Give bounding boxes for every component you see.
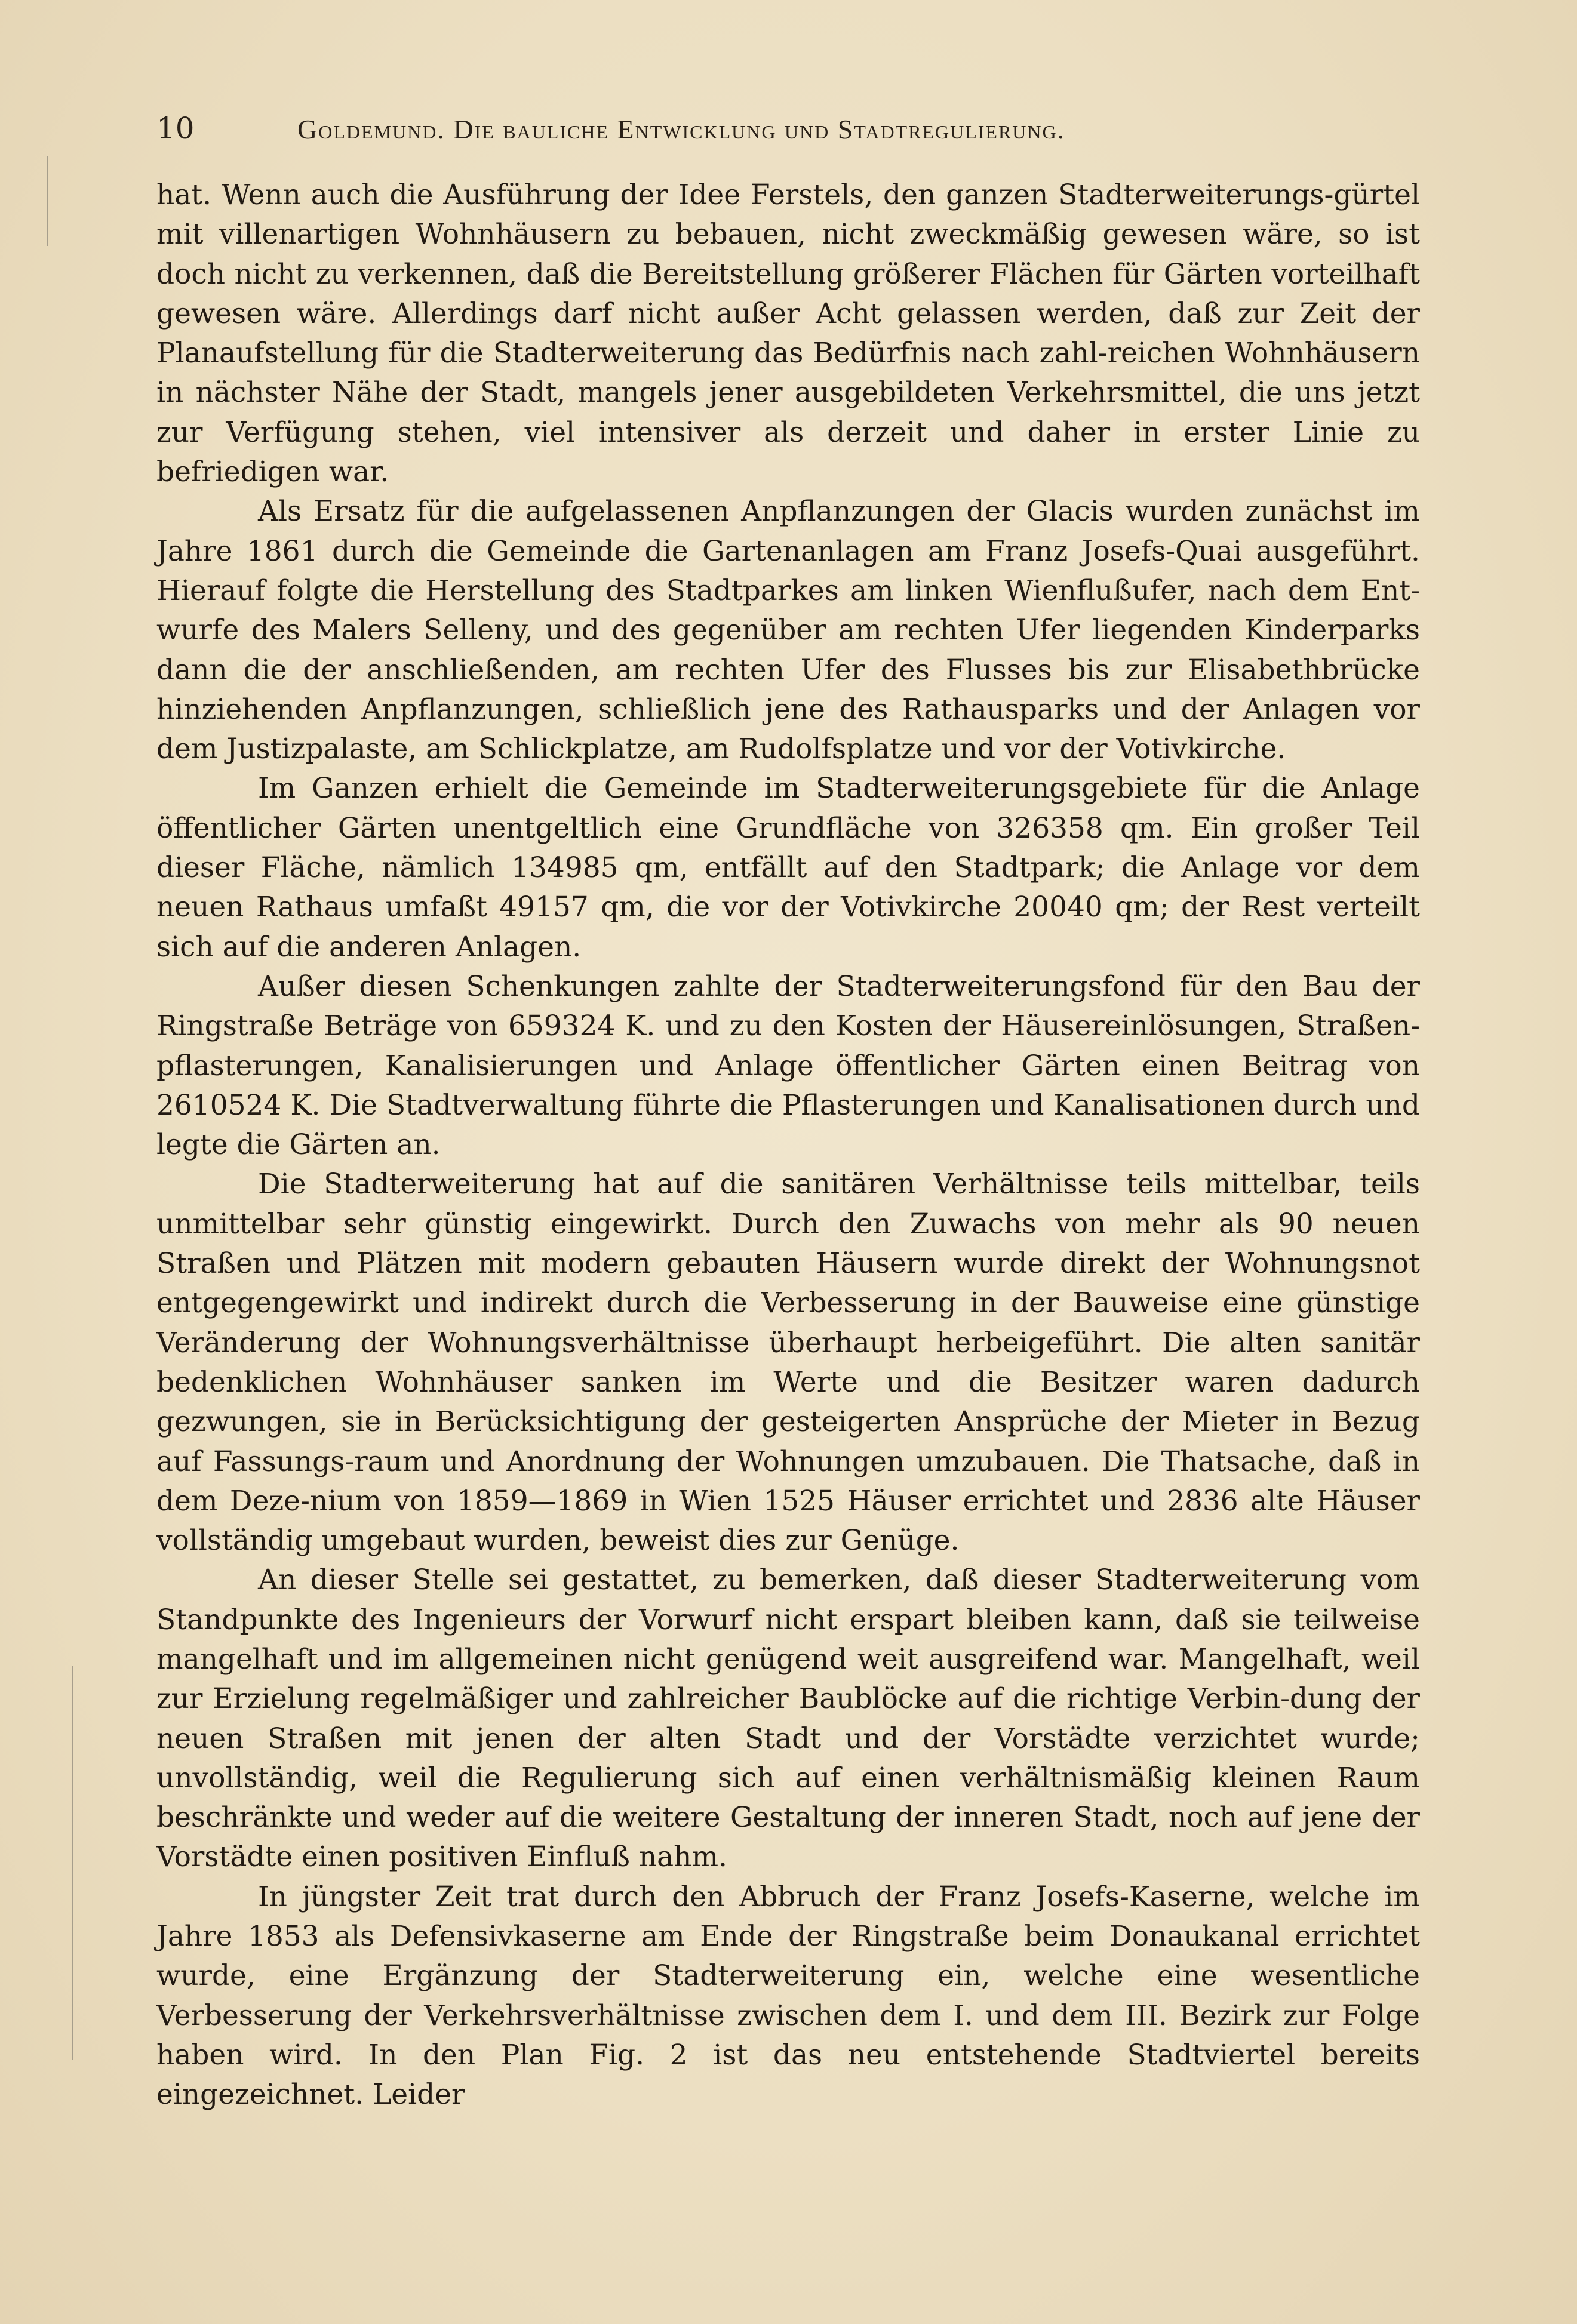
margin-pencil-mark-bottom xyxy=(72,1666,73,2060)
body-text xyxy=(156,176,1420,2115)
page-number: 10 xyxy=(156,111,195,146)
paragraph: Außer diesen Schenkungen zahlte der Stadterweiterungsfond für den Bau der Ringstraße Beträge von 659324 K. und zu den Kosten der Häusereinlösungen, Straßen-pflasterungen, Kanalisierungen und Anlage öffentlicher Gärten einen Beitrag von 2610524 K. Die Stadtverwaltung führte die Pflasterungen und Kanalisationen durch und legte die Gärten an. xyxy=(156,969,1420,1162)
running-head: Goldemund. Die bauliche Entwicklung und Stadtregulierung. xyxy=(297,114,1066,144)
paragraph: Im Ganzen erhielt die Gemeinde im Stadterweiterungsgebiete für die Anlage öffentlicher Gärten unentgeltlich eine Grundfläche von 326358 qm. Ein großer Teil dieser Fläche, nämlich 134985 qm, entfällt auf den Stadtpark; die Anlage vor dem neuen Rathaus umfaßt 49157 qm, die vor der Votivkirche 20040 qm; der Rest verteilt sich auf die anderen Anlagen. xyxy=(156,772,1420,964)
margin-pencil-mark-top xyxy=(47,156,48,246)
paragraph: Als Ersatz für die aufgelassenen Anpflanzungen der Glacis wurden zunächst im Jahre 1861 durch die Gemeinde die Gartenanlagen am Franz Josefs-Quai ausgeführt. Hierauf folgte die Herstellung des Stadtparkes am linken Wienflußufer, nach dem Ent-wurfe des Malers Selleny, und des gegenüber am rechten Ufer liegenden Kinderparks dann die der anschließenden, am rechten Ufer des Flusses bis zur Elisabethbrücke hinziehenden Anpflanzungen, schließlich jene des Rathausparks und der Anlagen vor dem Justizpalaste, am Schlickplatze, am Rudolfsplatze und vor der Votivkirche. xyxy=(156,495,1420,766)
paragraph: An dieser Stelle sei gestattet, zu bemerken, daß dieser Stadterweiterung vom Standpunkte des Ingenieurs der Vorwurf nicht erspart bleiben kann, daß sie teilweise mangelhaft und im allgemeinen nicht genügend weit ausgreifend war. Mangelhaft, weil zur Erzielung regelmäßiger und zahlreicher Baublöcke auf die richtige Verbin-dung der neuen Straßen mit jenen der alten Stadt und der Vorstädte verzichtet wurde; unvollständig, weil die Regulierung sich auf einen verhältnismäßig kleinen Raum beschränkte und weder auf die weitere Gestaltung der inneren Stadt, noch auf jene der Vorstädte einen positiven Einfluß nahm. xyxy=(156,1563,1420,1874)
paragraph: Die Stadterweiterung hat auf die sanitären Verhältnisse teils mittelbar, teils unmittelbar sehr günstig eingewirkt. Durch den Zuwachs von mehr als 90 neuen Straßen und Plätzen mit modern gebauten Häusern wurde direkt der Wohnungsnot entgegengewirkt und indirekt durch die Verbesserung in der Bauweise eine günstige Veränderung der Wohnungsverhältnisse überhaupt herbeigeführt. Die alten sanitär bedenklichen Wohnhäuser sanken im Werte und die Besitzer waren dadurch gezwungen, sie in Berücksichtigung der gesteigerten Ansprüche der Mieter in Bezug auf Fassungs-raum und Anordnung der Wohnungen umzubauen. Die Thatsache, daß in dem Deze-nium von 1859—1869 in Wien 1525 Häuser errichtet und 2836 alte Häuser vollständig umgebaut wurden, beweist dies zur Genüge. xyxy=(156,1168,1420,1557)
paragraph: hat. Wenn auch die Ausführung der Idee Ferstels, den ganzen Stadterweiterungs-gürtel mit villenartigen Wohnhäusern zu bebauen, nicht zweckmäßig gewesen wäre, so ist doch nicht zu verkennen, daß die Bereitstellung größerer Flächen für Gärten vorteilhaft gewesen wäre. Allerdings darf nicht außer Acht gelassen werden, daß zur Zeit der Planaufstellung für die Stadterweiterung das Bedürfnis nach zahl-reichen Wohnhäusern in nächster Nähe der Stadt, mangels jener ausgebildeten Verkehrsmittel, die uns jetzt zur Verfügung stehen, viel intensiver als derzeit und daher in erster Linie zu befriedigen war. xyxy=(156,178,1420,489)
paragraph: In jüngster Zeit trat durch den Abbruch der Franz Josefs-Kaserne, welche im Jahre 1853 als Defensivkaserne am Ende der Ringstraße beim Donaukanal errichtet wurde, eine Ergänzung der Stadterweiterung ein, welche eine wesentliche Verbesserung der Verkehrsverhältnisse zwischen dem I. und dem III. Bezirk zur Folge haben wird. In den Plan Fig. 2 ist das neu entstehende Stadtviertel bereits eingezeichnet. Leider xyxy=(156,1880,1420,2111)
